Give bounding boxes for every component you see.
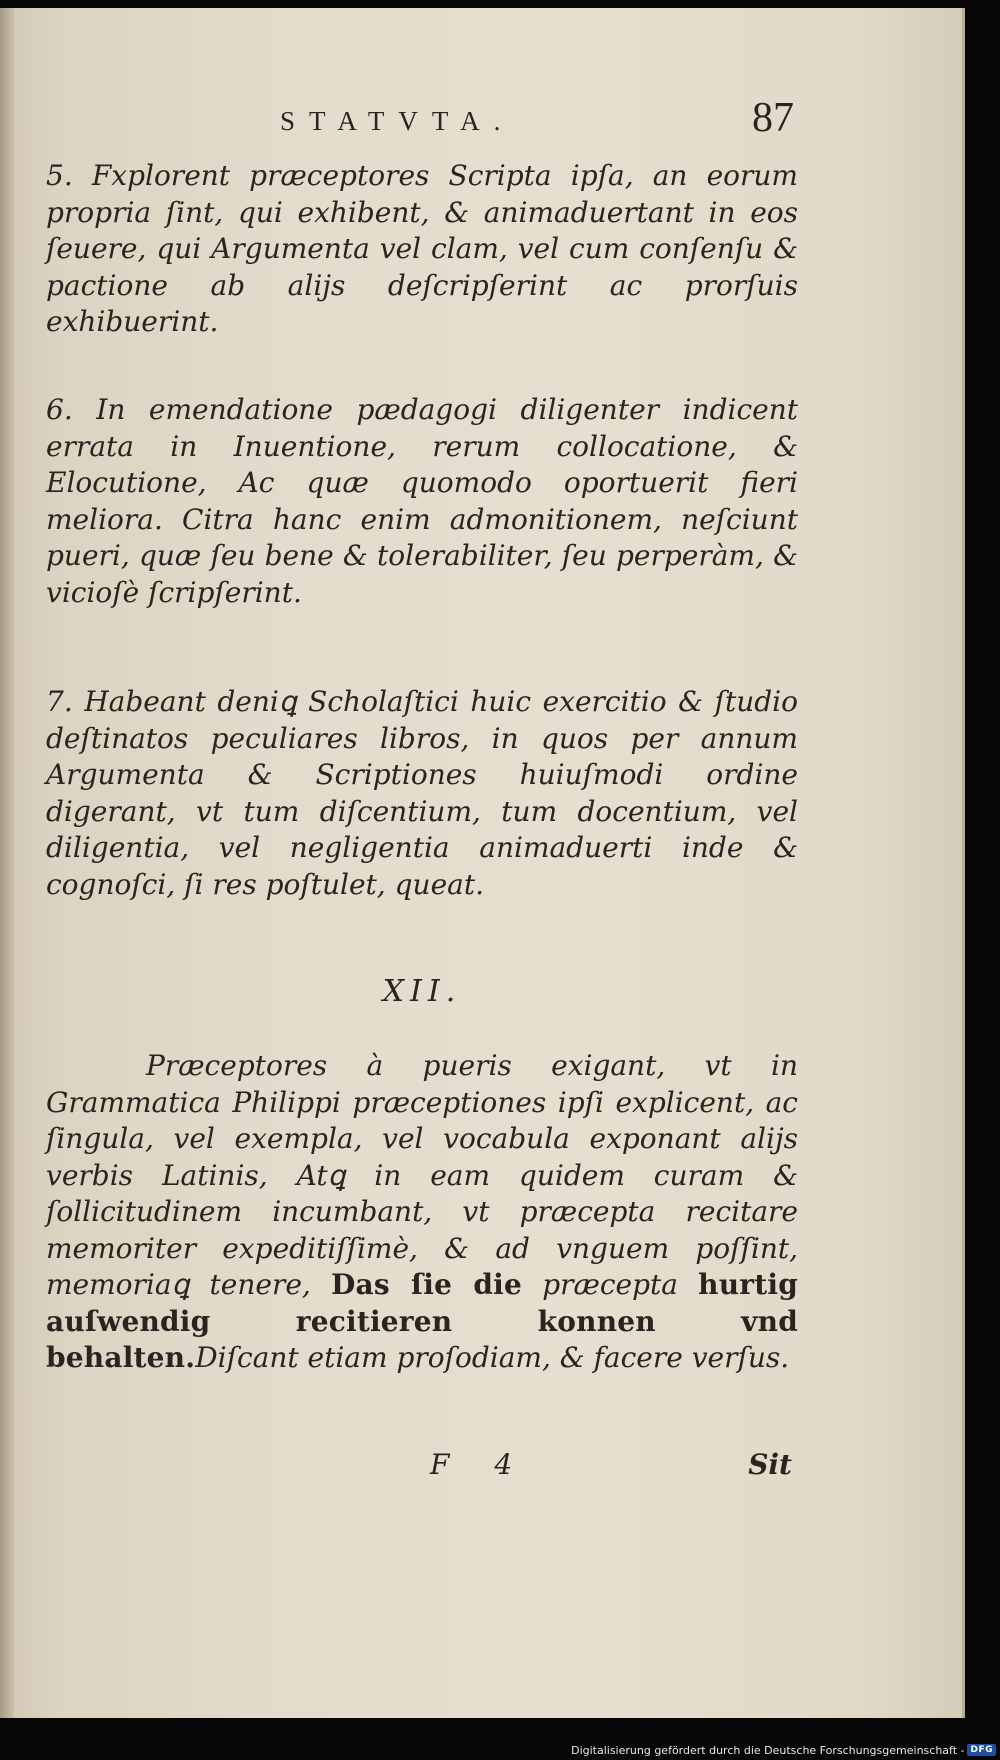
paragraph-6: 6. In emendatione pædagogi diligenter indicent errata in Inuentione, rerum collocatione, & Elocutione, Ac quæ quomodo oportuerit fieri meliora. Citra hanc enim admonitionem, neſciunt pueri, quæ ſeu bene & tolerabiliter, ſeu perperàm, & vicioſè ſcripſerint. [46,393,798,609]
paragraph-12 [46,1048,798,1377]
german-text-continued: hurtig auſwendig recitieren konnen vnd behalten. [46,1268,798,1374]
credit-text: Digitalisierung gefördert durch die Deutsche Forschungsgemeinschaft - [571,1743,965,1757]
german-latin-term: præcepta [542,1268,678,1301]
dfg-logo: DFG [967,1744,996,1756]
paragraph-5: 5. Fxplorent præceptores Scripta ipſa, an eorum propria ſint, qui exhibent, & animaduertant in eos ſeuere, qui Argumenta vel clam, vel cum conſenſu & pactione ab alijs deſcripſerint ac prorſuis exhibuerint. [46,159,798,338]
section-heading: XII. [382,974,462,1009]
section-text-latin-end: Diſcant etiam proſodiam, & facere verſus. [195,1341,790,1374]
signature-mark: F 4 [430,1448,531,1481]
book-page [0,8,965,1718]
page-footer [46,1448,798,1488]
section-text-latin: Præceptores à pueris exigant, vt in Grammatica Philippi præceptiones ipſi explicent, ac ſingula, vel exempla, vel vocabula exponant alijs verbis Latinis, Atꝗ in eam quidem curam & ſollicitudinem incumbant, vt præcepta recitare memoriter expeditiſſimè, & ad vnguem poſſint, memoriaꝗ tenere, [46,1049,798,1301]
german-text: Das ſie die [331,1268,523,1301]
page-number: 87 [752,95,794,141]
catchword: Sit [748,1448,792,1481]
running-head [46,95,798,150]
paragraph-7: 7. Habeant deniꝗ Scholaſtici huic exercitio & ſtudio deſtinatos peculiares libros, in quos per annum Argumenta & Scriptiones huiuſmodi ordine digerant, vt tum diſcentium, tum docentium, vel diligentia, vel negligentia animaduerti inde & cognoſci, ſi res poſtulet, queat. [46,685,798,901]
page-gutter-edge [0,8,14,1718]
digitization-credit [571,1742,996,1758]
running-title: STATVTA. [280,106,515,136]
